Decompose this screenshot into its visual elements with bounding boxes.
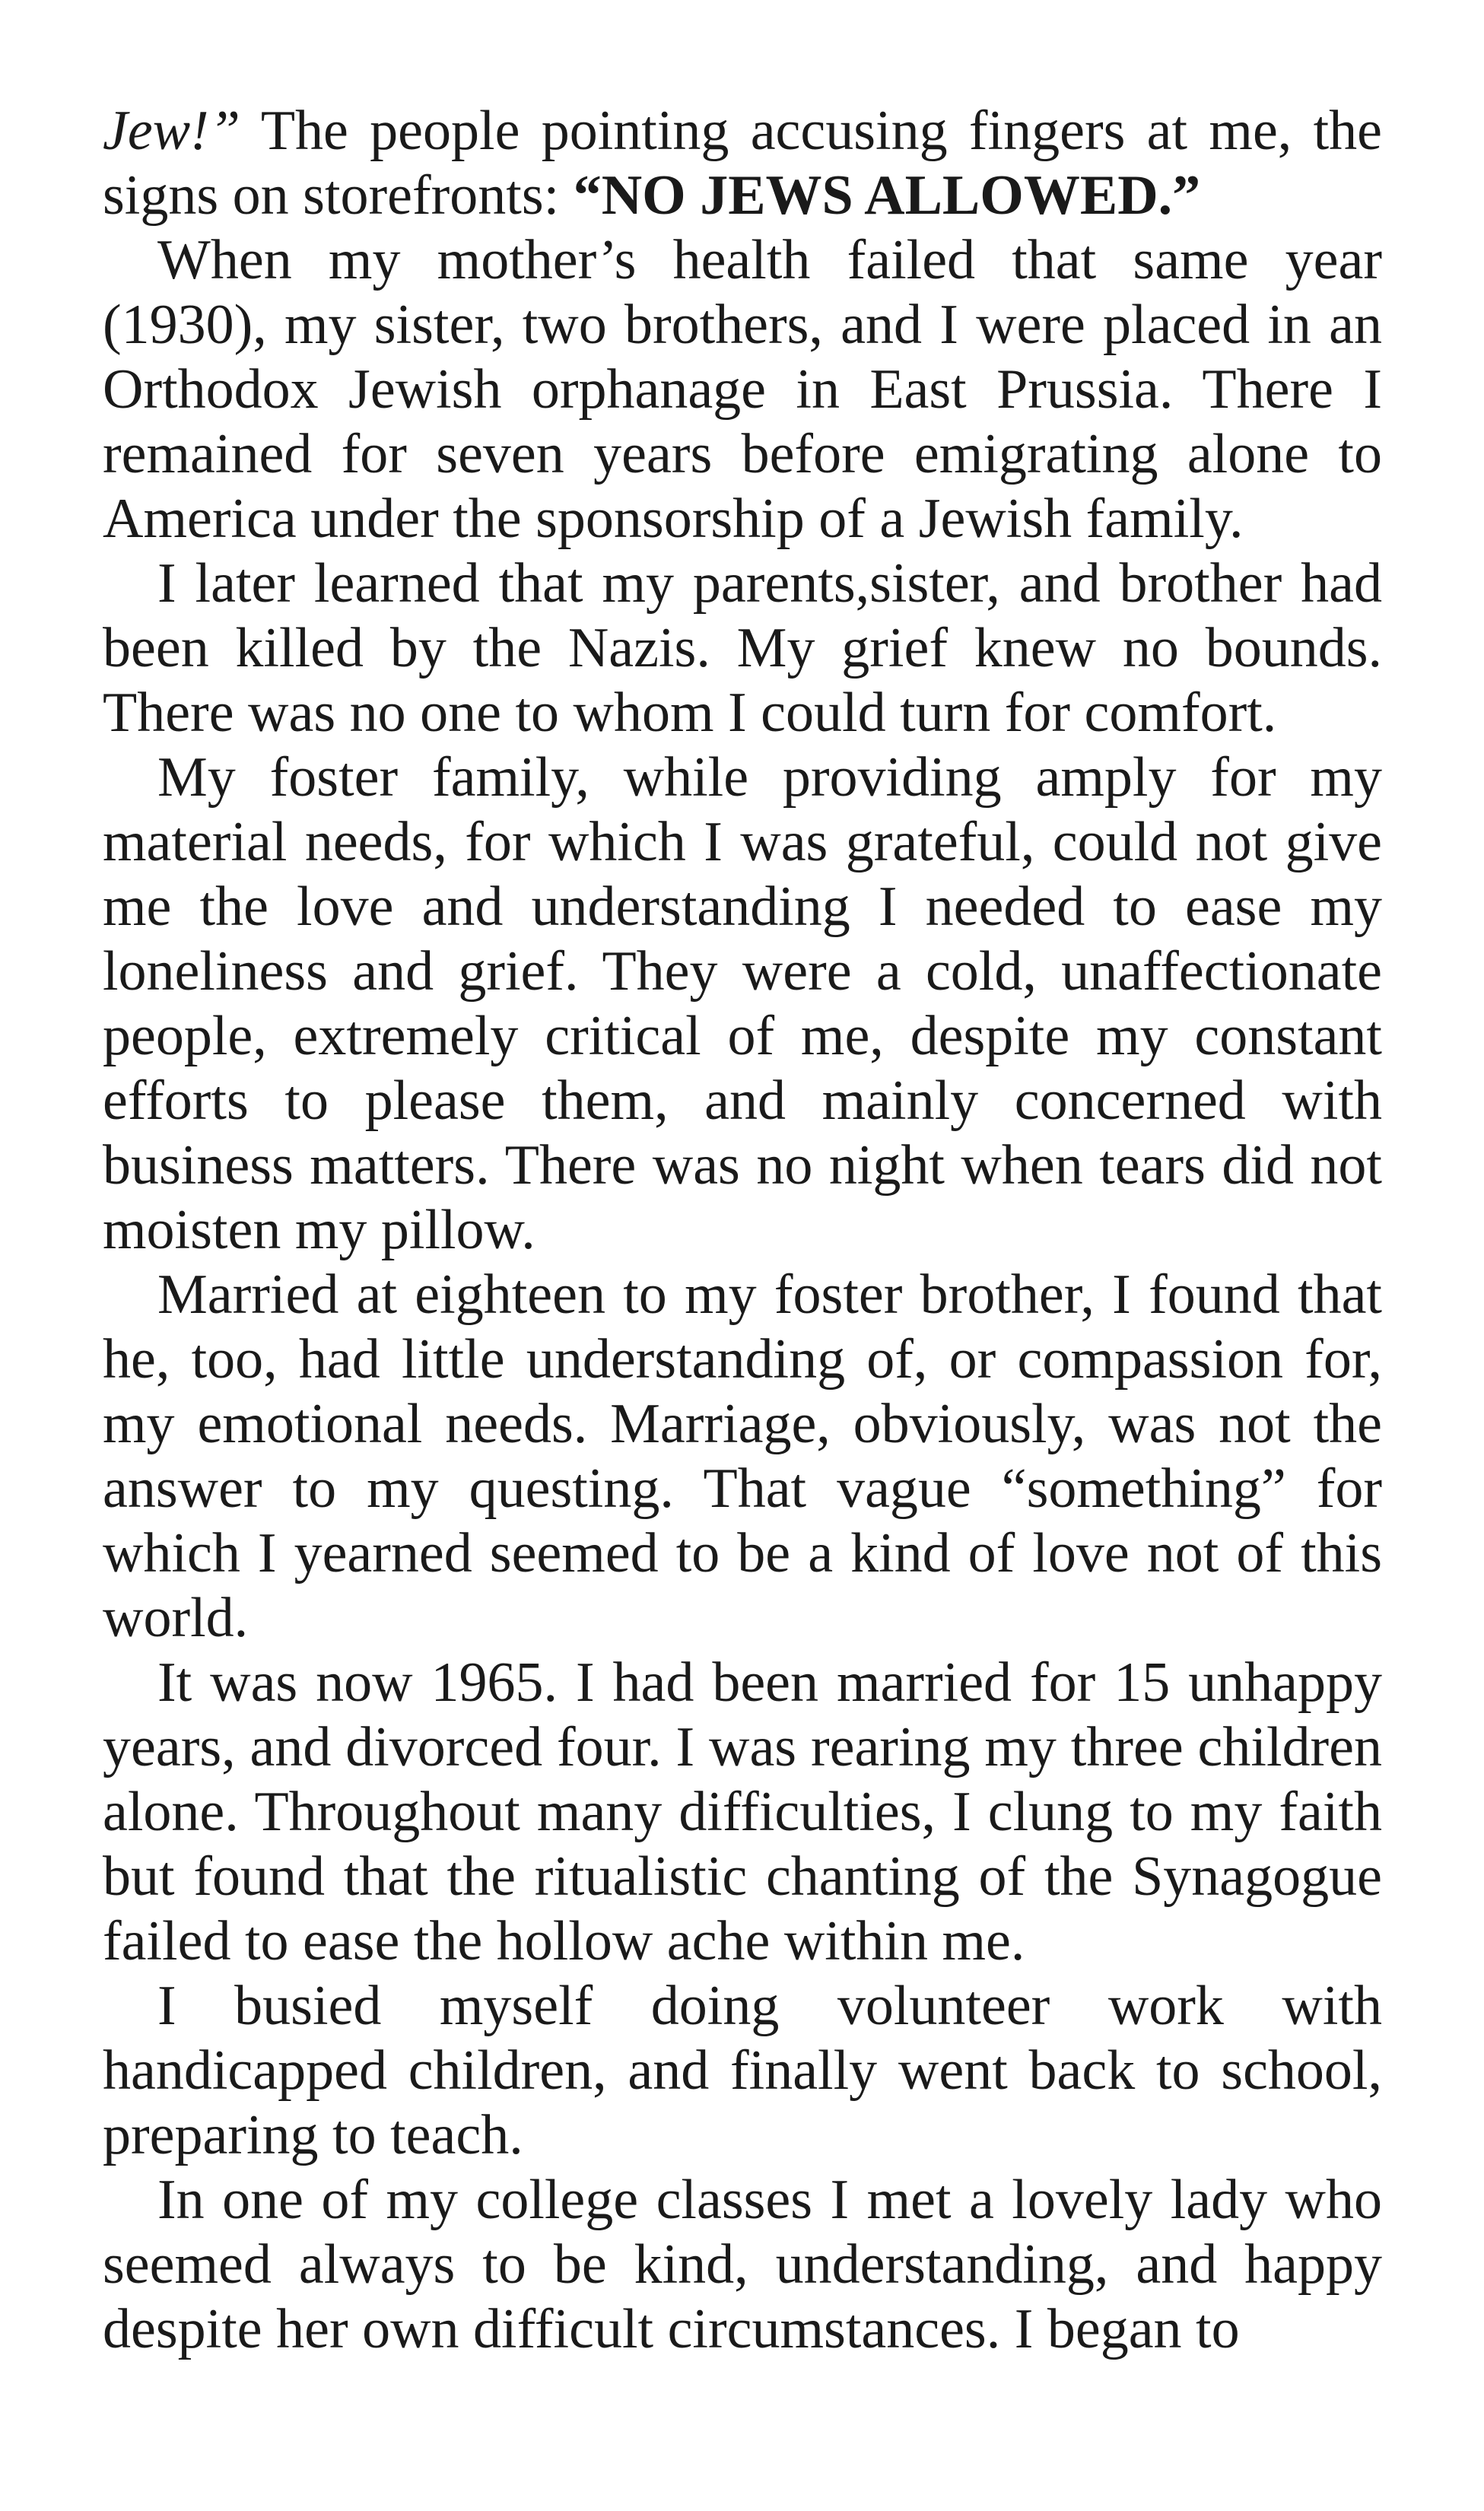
paragraph-5: Married at eighteen to my foster brother, I found that he, too, had little understanding of, or compassion for, my emotional needs. Marriage, obviously, was not the answer to my questing. That vague “something” for which I yearned seemed to be a kind of love not of this world. [103, 1263, 1382, 1649]
document-page [103, 99, 1382, 2362]
paragraph-3: I later learned that my parents,sister, and brother had been killed by the Nazis. My grief knew no bounds. There was no one to whom I could turn for comfort. [103, 552, 1382, 744]
bold-sign-text: “NO JEWS ALLOWED.” [573, 164, 1201, 227]
paragraph-1-text: The people pointing accusing fingers at me, the signs on storefronts: [103, 100, 1382, 227]
paragraph-4: My foster family, while providing amply for my material needs, for which I was grateful, could not give me the love and understanding I needed to ease my loneliness and grief. They were a cold, unaffectionate people, extremely critical of me, despite my constant efforts to please them, and mainly concerned with business matters. There was no night when tears did not moisten my pillow. [103, 746, 1382, 1261]
paragraph-8: In one of my college classes I met a lovely lady who seemed always to be kind, understanding, and happy despite her own difficult circumstances. I began to [103, 2169, 1382, 2360]
paragraph-1 [103, 99, 1382, 228]
italic-lead-text: Jew!” [103, 100, 240, 162]
paragraph-7: I busied myself doing volunteer work with handicapped children, and finally went back to school, preparing to teach. [103, 1975, 1382, 2166]
paragraph-2: When my mother’s health failed that same year (1930), my sister, two brothers, and I were placed in an Orthodox Jewish orphanage in East Prussia. There I remained for seven years before emigrating alone to America under the sponsorship of a Jewish family. [103, 229, 1382, 550]
paragraph-6: It was now 1965. I had been married for 15 unhappy years, and divorced four. I was rearing my three children alone. Throughout many difficulties, I clung to my faith but found that the ritualistic chanting of the Synagogue failed to ease the hollow ache within me. [103, 1651, 1382, 1972]
